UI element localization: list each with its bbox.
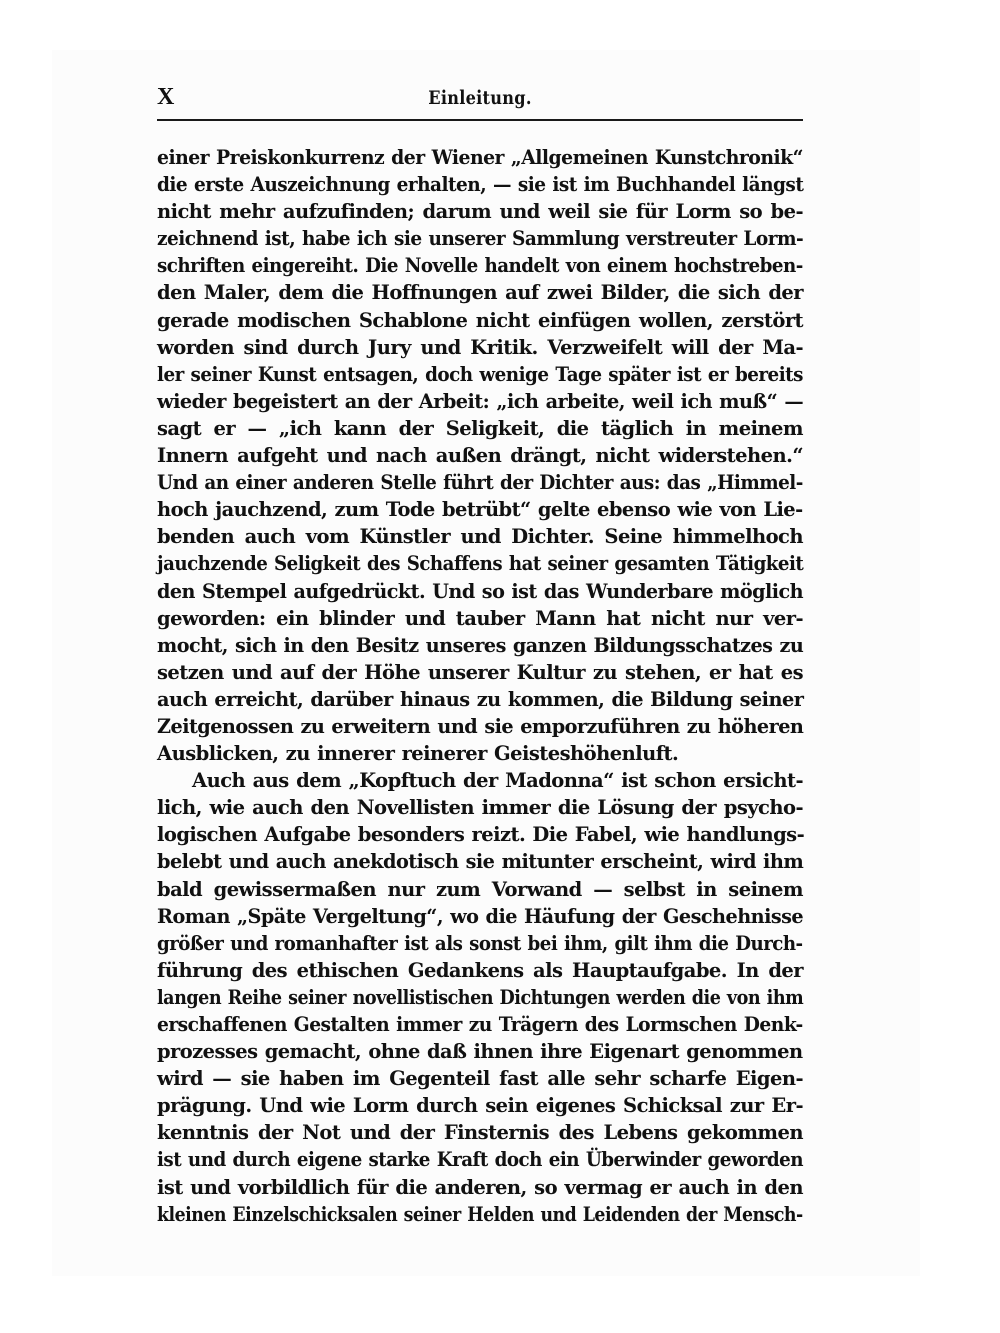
text-line: zeichnend ist, habe ich sie unserer Sammlung verstreuter Lorm-	[157, 227, 804, 251]
text-line: die erste Auszeichnung erhalten, — sie ist im Buchhandel längst	[157, 173, 804, 197]
text-line: geworden: ein blinder und tauber Mann hat nicht nur ver-	[157, 606, 803, 630]
header-rule	[157, 119, 803, 121]
text-line: Zeitgenossen zu erweitern und sie emporzuführen zu höheren	[157, 714, 804, 738]
text-line: lich, wie auch den Novellisten immer die Lösung der psycho-	[157, 796, 803, 820]
paragraph-end-line: Ausblicken, zu innerer reinerer Geisteshöhenluft.	[157, 742, 679, 766]
text-line: ler seiner Kunst entsagen, doch wenige Tage später ist er bereits	[157, 362, 803, 386]
text-line: auch erreicht, darüber hinaus zu kommen, die Bildung seiner	[157, 687, 804, 711]
text-line: größer und romanhafter ist als sonst bei ihm, gilt ihm die Durch-	[157, 931, 803, 955]
text-line: mocht, sich in den Besitz unseres ganzen Bildungsschatzes zu	[157, 633, 804, 657]
text-line: schriften eingereiht. Die Novelle handelt von einem hochstreben-	[157, 254, 803, 278]
text-line: prozesses gemacht, ohne daß ihnen ihre Eigenart genommen	[157, 1040, 803, 1064]
book-page	[157, 80, 805, 1226]
running-head	[157, 80, 803, 116]
text-line: Roman „Späte Vergeltung“, wo die Häufung der Geschehnisse	[157, 904, 804, 928]
text-line: nicht mehr aufzufinden; darum und weil sie für Lorm so be-	[157, 200, 803, 224]
text-line: bald gewissermaßen nur zum Vorwand — selbst in seinem	[157, 877, 803, 901]
text-line: setzen und auf der Höhe unserer Kultur zu stehen, er hat es	[157, 660, 803, 684]
text-line: ist und vorbildlich für die anderen, so vermag er auch in den	[157, 1175, 803, 1199]
paragraph-start-line: Auch aus dem „Kopftuch der Madonna“ ist schon ersicht-	[192, 769, 803, 793]
text-line: ist und durch eigene starke Kraft doch ein Überwinder geworden	[157, 1148, 804, 1172]
text-line: kenntnis der Not und der Finsternis des Lebens gekommen	[157, 1121, 803, 1145]
text-line: den Stempel aufgedrückt. Und so ist das Wunderbare möglich	[157, 579, 804, 603]
text-line: belebt und auch anekdotisch sie mitunter erscheint, wird ihm	[157, 850, 804, 874]
text-line: logischen Aufgabe besonders reizt. Die Fabel, wie handlungs-	[157, 823, 805, 847]
text-line: wird — sie haben im Gegenteil fast alle sehr scharfe Eigen-	[157, 1067, 803, 1091]
text-line: den Maler, dem die Hoffnungen auf zwei Bilder, die sich der	[157, 281, 803, 305]
text-line: jauchzende Seligkeit des Schaffens hat seiner gesamten Tätigkeit	[157, 552, 804, 576]
text-line: hoch jauchzend, zum Tode betrübt“ gelte ebenso wie von Lie-	[157, 498, 803, 522]
text-line: prägung. Und wie Lorm durch sein eigenes Schicksal zur Er-	[157, 1094, 803, 1118]
text-line: benden auch vom Künstler und Dichter. Seine himmelhoch	[157, 525, 803, 549]
page-number: X	[157, 84, 175, 110]
text-line: erschaffenen Gestalten immer zu Trägern des Lormschen Denk-	[157, 1013, 803, 1036]
text-line: sagt er — „ich kann der Seligkeit, die täglich in meinem	[157, 416, 803, 440]
text-line: einer Preiskonkurrenz der Wiener „Allgemeinen Kunstchronik“	[157, 146, 803, 169]
text-line: Innern aufgeht und nach außen drängt, nicht widerstehen.“	[157, 444, 803, 468]
text-line: gerade modischen Schablone nicht einfügen wollen, zerstört	[157, 308, 803, 332]
text-line: wieder begeistert an der Arbeit: „ich arbeite, weil ich muß“ —	[157, 389, 804, 413]
running-title: Einleitung.	[428, 87, 532, 109]
text-line: langen Reihe seiner novellistischen Dichtungen werden die von ihm	[157, 985, 804, 1009]
text-line: führung des ethischen Gedankens als Hauptaufgabe. In der	[157, 958, 803, 982]
body-text	[157, 144, 803, 1228]
text-line: Und an einer anderen Stelle führt der Dichter aus: das „Himmel-	[157, 471, 803, 495]
text-line: kleinen Einzelschicksalen seiner Helden und Leidenden der Mensch-	[157, 1202, 803, 1226]
text-line: worden sind durch Jury und Kritik. Verzweifelt will der Ma-	[157, 335, 803, 359]
